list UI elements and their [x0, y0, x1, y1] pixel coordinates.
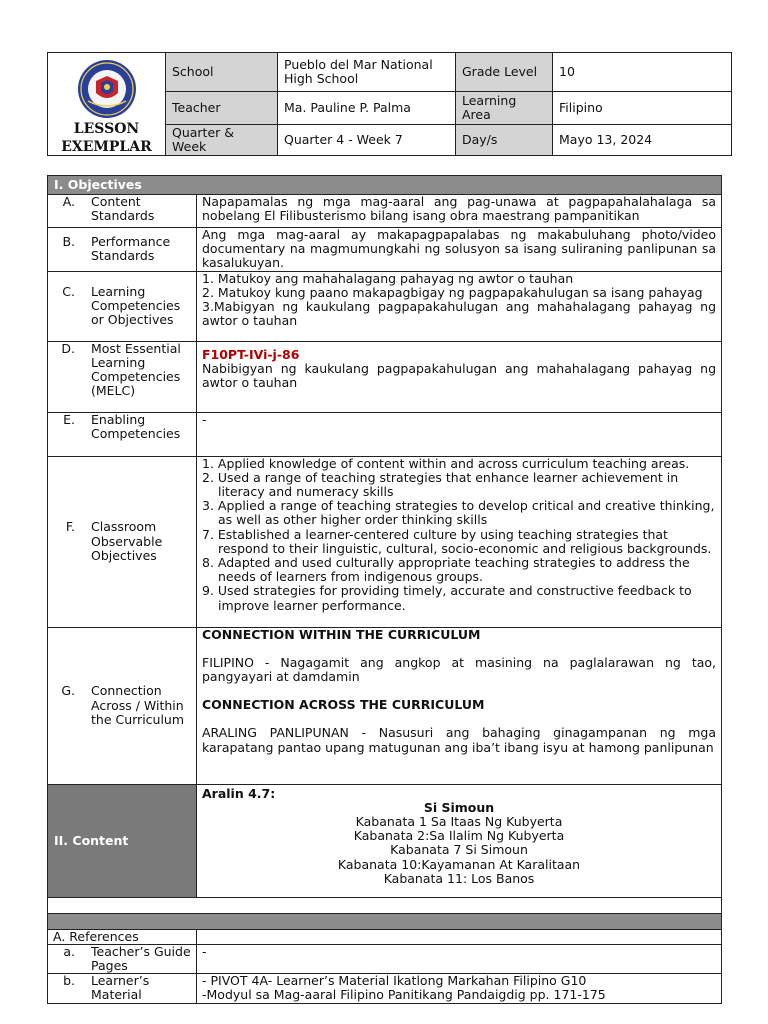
classroom-objectives-list: [202, 457, 716, 613]
list-item: 1. Applied knowledge of content within and across curriculum teaching areas.: [202, 456, 690, 471]
item-marker: C.: [62, 283, 75, 299]
aralin-label: Aralin 4.7:: [202, 785, 276, 801]
classroom-objectives-row: [48, 456, 722, 627]
item-marker: B.: [62, 234, 75, 250]
learners-material-item: - PIVOT 4A- Learner’s Material Ikatlong Markahan Filipino G10: [202, 973, 587, 989]
connection-label: Connection Across / Within the Curriculum: [91, 683, 185, 727]
melc-label-cell: [48, 341, 197, 412]
connection-row: [48, 627, 722, 784]
grade-level-value: 10: [553, 53, 732, 92]
item-marker: A.: [62, 194, 75, 209]
references-empty: [197, 929, 722, 944]
grade-level-label: Grade Level: [456, 53, 553, 92]
connection-within-title: CONNECTION WITHIN THE CURRICULUM: [202, 627, 481, 642]
classroom-objectives-label-cell: [48, 456, 197, 627]
content-row: [48, 784, 722, 897]
header-table: [47, 52, 732, 156]
performance-standards-label: Performance Standards: [91, 234, 171, 264]
list-item: 7. Established a learner-centered culture by using teaching strategies that respond to their linguistic, cultural, socio-economic and religious backgrounds.: [202, 526, 712, 556]
teachers-guide-label-cell: [48, 944, 197, 973]
learning-competencies-label-cell: [48, 271, 197, 341]
learning-area-value: Filipino: [553, 91, 732, 124]
learners-material-item: -Modyul sa Mag-aaral Filipino Panitikang Pandaigdig pp. 171-175: [202, 987, 606, 1003]
teacher-label: Teacher: [166, 91, 278, 124]
content-heading: II. Content: [48, 784, 197, 897]
lesson-title-line2: EXEMPLAR: [61, 139, 152, 155]
performance-standards-row: [48, 228, 722, 272]
chapter-item: Kabanata 10:Kayamanan At Karalitaan: [337, 856, 581, 872]
learning-competencies-row: [48, 271, 722, 341]
learners-material-label: Learner’s Material: [91, 973, 150, 1003]
list-item: 3. Applied a range of teaching strategies to develop critical and creative thinking, as well as other higher order thinking skills: [202, 498, 715, 528]
performance-standards-text: Ang mga mag-aaral ay makapagpapalabas ng makabuluhang photo/video documentary na magmumungkahi ng solusyon sa isang suliraning panlipunan sa kasalukuyan.: [197, 228, 722, 272]
item-marker: D.: [61, 341, 75, 356]
school-label: School: [166, 53, 278, 92]
enabling-competencies-text: -: [197, 412, 722, 456]
chapter-item: Kabanata 1 Sa Itaas Ng Kubyerta: [355, 814, 563, 830]
melc-code: F10PT-IVi-j-86: [202, 346, 300, 362]
item-marker: E.: [63, 412, 75, 427]
lesson-plan-table: [47, 175, 722, 1004]
melc-text: Nabibigyan ng kaukulang pagpapakahulugan ang mahahalagang pahayag ng awtor o tauhan: [202, 360, 717, 391]
competency-item: 2. Matukoy kung paano makapagbigay ng pagpapakahulugan sa isang pahayag: [202, 284, 703, 300]
learning-competencies-label: Learning Competencies or Objectives: [91, 283, 181, 328]
quarter-week-value: Quarter 4 - Week 7: [278, 125, 456, 156]
item-marker: G.: [61, 683, 75, 699]
content-standards-label: Content Standards: [91, 194, 155, 224]
teacher-value: Ma. Pauline P. Palma: [278, 91, 456, 124]
logo-cell: [48, 53, 166, 156]
deped-seal-icon: [74, 59, 140, 119]
learners-material-row: [48, 974, 722, 1003]
content-title: Si Simoun: [423, 799, 495, 815]
chapter-item: Kabanata 2:Sa Ilalim Ng Kubyerta: [353, 828, 565, 844]
enabling-competencies-row: [48, 412, 722, 456]
days-value: Mayo 13, 2024: [553, 125, 732, 156]
teachers-guide-label: Teacher’s Guide Pages: [91, 944, 191, 974]
references-heading: A. References: [48, 929, 197, 944]
content-standards-label-cell: [48, 195, 197, 228]
references-row: [48, 929, 722, 944]
learners-material-cell: [197, 974, 722, 1003]
lesson-title-line1: LESSON: [73, 121, 140, 137]
quarter-week-label: Quarter & Week: [166, 125, 278, 156]
competency-item: 1. Matukoy ang mahahalagang pahayag ng awtor o tauhan: [202, 271, 574, 286]
teachers-guide-row: [48, 944, 722, 973]
item-marker: b.: [63, 973, 75, 989]
connection-label-cell: [48, 627, 197, 784]
school-value: Pueblo del Mar National High School: [278, 53, 456, 92]
learning-competencies-text: [197, 271, 722, 341]
objectives-heading: I. Objectives: [48, 176, 722, 195]
list-item: 2. Used a range of teaching strategies that enhance learner achievement in literacy and numeracy skills: [202, 469, 679, 500]
melc-label: Most Essential Learning Competencies (MELC): [91, 341, 181, 399]
content-cell: [197, 784, 722, 897]
item-marker: a.: [63, 944, 75, 959]
enabling-competencies-label: Enabling Competencies: [91, 412, 181, 441]
connection-within-text: FILIPINO - Nagagamit ang angkop at masining na paglalarawan ng tao, pangyayari at damdamin: [202, 654, 717, 685]
connection-cell: [197, 627, 722, 784]
list-item: 9. Used strategies for providing timely, accurate and constructive feedback to improve learner performance.: [202, 583, 692, 613]
melc-row: [48, 341, 722, 412]
content-standards-row: [48, 195, 722, 228]
spacer-cell: [48, 897, 722, 913]
learners-material-label-cell: [48, 974, 197, 1003]
list-item: 8. Adapted and used culturally appropriate teaching strategies to address the needs of learners from indigenous groups.: [202, 555, 690, 585]
days-label: Day/s: [456, 125, 553, 156]
melc-text-cell: [197, 341, 722, 412]
competency-item: 3.Mabigyan ng kaukulang pagpapakahulugan ang mahahalagang pahayag ng awtor o tauhan: [202, 299, 717, 329]
connection-across-text: ARALING PANLIPUNAN - Nasusuri ang bahaging ginagampanan ng mga karapatang pantao upang matugunan ang iba’t ibang isyu at hamong panlipunan: [202, 725, 717, 755]
chapter-item: Kabanata 7 Si Simoun: [390, 842, 528, 858]
chapter-item: Kabanata 11: Los Banos: [383, 870, 535, 886]
content-standards-text: Napapamalas ng mga mag-aaral ang pag-unawa at pagpapahalahalaga sa nobelang El Filibusterismo bilang isang obra maestrang pampanitikan: [197, 195, 722, 228]
classroom-objectives-label: Classroom Observable Objectives: [91, 519, 163, 563]
performance-standards-label-cell: [48, 228, 197, 272]
teachers-guide-text: -: [197, 944, 722, 973]
item-marker: F.: [65, 519, 75, 535]
classroom-objectives-cell: [197, 456, 722, 627]
enabling-competencies-label-cell: [48, 412, 197, 456]
learning-area-label: Learning Area: [456, 91, 553, 124]
connection-across-title: CONNECTION ACROSS THE CURRICULUM: [202, 697, 485, 713]
section-divider: [48, 913, 722, 929]
